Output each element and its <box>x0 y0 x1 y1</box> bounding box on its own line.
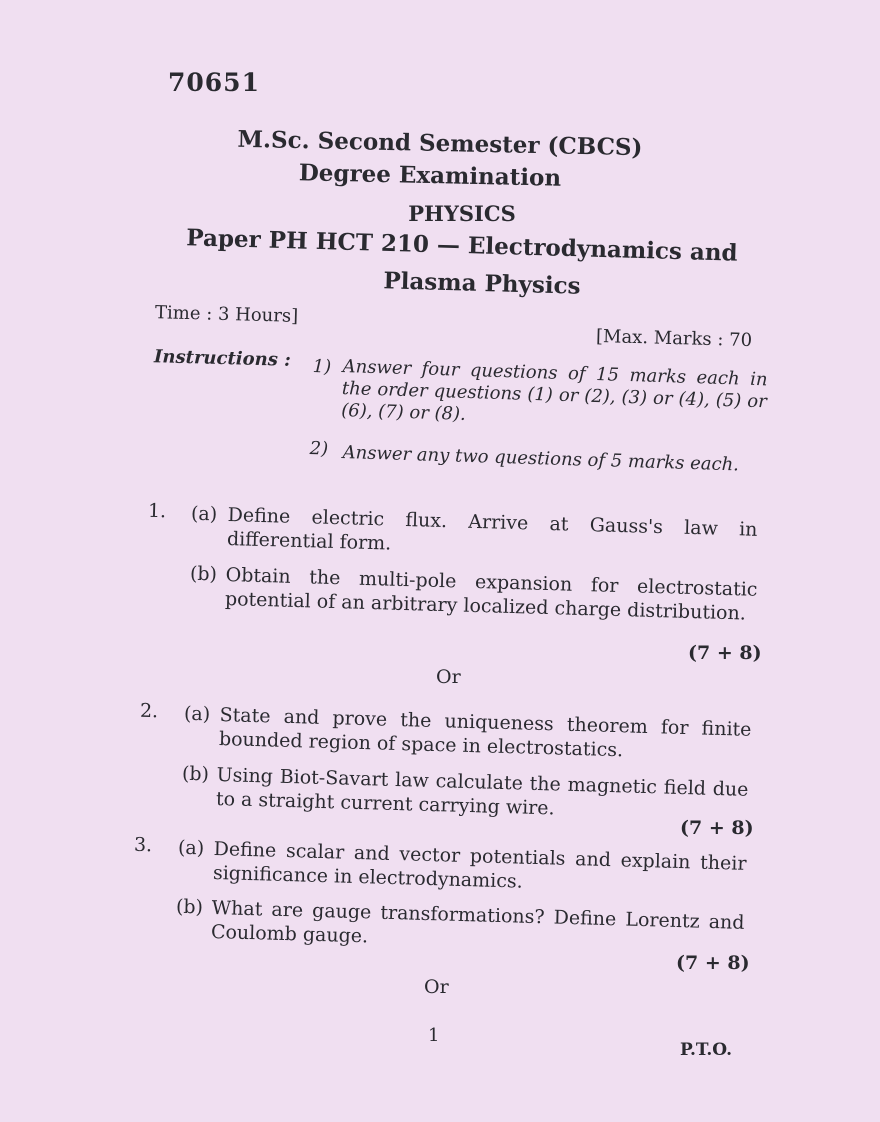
part-label: (b) <box>181 762 210 786</box>
subject-title: PHYSICS <box>408 201 516 226</box>
question-marks: (7 + 8) <box>680 817 754 839</box>
question-number: 3. <box>133 833 153 857</box>
or-separator: Or <box>436 666 461 688</box>
max-marks: [Max. Marks : 70 <box>595 325 753 352</box>
pto-label: P.T.O. <box>680 1040 732 1060</box>
question-text: State and prove the uniqueness theorem for finite bounded region of space in electrostatics. <box>218 703 752 762</box>
question-text: Define scalar and vector potentials and explain their significance in electrodynamics. <box>212 837 747 893</box>
or-separator: Or <box>424 976 449 998</box>
part-label: (a) <box>183 702 211 726</box>
instruction-number: 2) <box>309 438 329 460</box>
instructions-label: Instructions : <box>153 346 292 371</box>
page-number: 1 <box>428 1025 440 1046</box>
exam-title: M.Sc. Second Semester (CBCS) <box>237 125 643 162</box>
question-marks: (7 + 8) <box>676 952 750 974</box>
paper-code: 70651 <box>168 68 260 97</box>
part-label: (a) <box>190 502 218 526</box>
instruction-number: 1) <box>312 356 332 378</box>
paper-title-line1: Paper PH HCT 210 — Electrodynamics and <box>185 224 738 267</box>
paper-title-line2: Plasma Physics <box>383 267 581 300</box>
question-text: Using Biot-Savart law calculate the magnetic field due to a straight current carrying wire. <box>215 763 749 820</box>
question-text: Define electric flux. Arrive at Gauss's law in differential form. <box>226 503 758 555</box>
time-allowed: Time : 3 Hours] <box>154 302 299 327</box>
question-number: 1. <box>147 499 167 523</box>
question-text: What are gauge transformations? Define Lorentz and Coulomb gauge. <box>210 896 745 948</box>
exam-subtitle: Degree Examination <box>298 159 562 192</box>
question-marks: (7 + 8) <box>688 642 762 664</box>
part-label: (b) <box>175 895 204 919</box>
question-text: Obtain the multi-pole expansion for electrostatic potential of an arbitrary localized charge distribution. <box>224 563 758 625</box>
question-number: 2. <box>139 699 159 723</box>
part-label: (a) <box>177 836 205 860</box>
part-label: (b) <box>189 562 218 586</box>
instruction-text: Answer four questions of 15 marks each in the order questions (1) or (2), (3) or (4), (5) or (6), (7) or (8). <box>340 356 768 425</box>
instruction-text: Answer any two questions of 5 marks each. <box>342 442 740 476</box>
